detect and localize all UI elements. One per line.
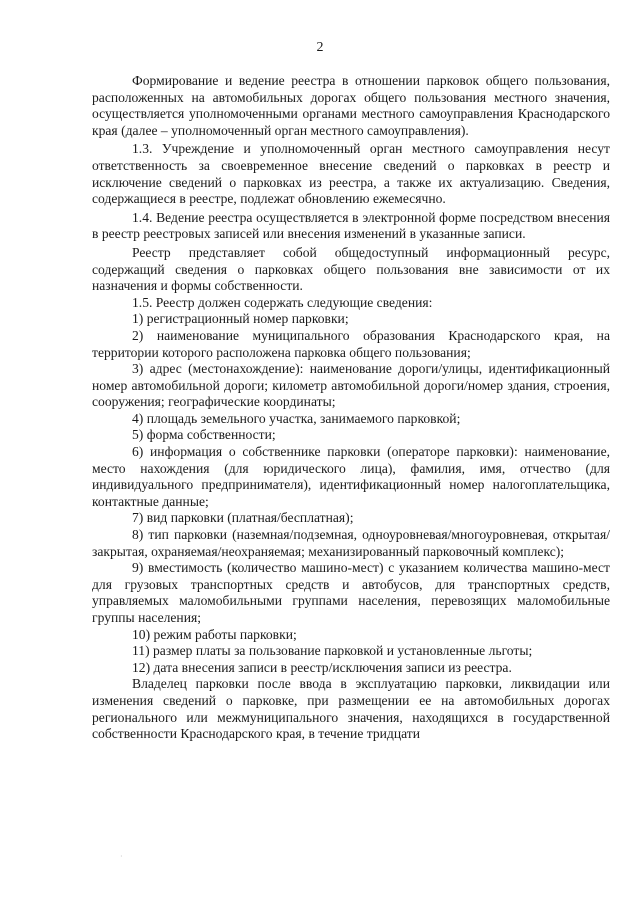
list-item-4: 4) площадь земельного участка, занимаемого парковкой; <box>132 410 461 426</box>
list-item-12: 12) дата внесения записи в реестр/исключения записи из реестра. <box>132 659 512 675</box>
list-item-10: 10) режим работы парковки; <box>132 626 297 642</box>
list-item-3: 3) адрес (местонахождение): наименование дороги/улицы, идентификационный номер автомобильной дороги; километр автомобильной дороги/номер здания, строения, сооружения; географические координаты; <box>92 361 610 410</box>
document-body <box>92 73 610 743</box>
page-number: 2 <box>316 40 324 55</box>
list-item-7: 7) вид парковки (платная/бесплатная); <box>132 510 354 526</box>
list-item-8: 8) тип парковки (наземная/подземная, одноуровневая/многоуровневая, открытая/закрытая, охраняемая/неохраняемая; механизированный парковочный комплекс); <box>92 527 610 559</box>
list-item-9: 9) вместимость (количество машино-мест) с указанием количества машино-мест для грузовых транспортных средств и автобусов, для транспортных средств, управляемых маломобильными группами населения, перевозящих маломобильные группы населения; <box>92 560 610 625</box>
list-item-5: 5) форма собственности; <box>132 427 276 443</box>
paragraph-1-5: 1.5. Реестр должен содержать следующие сведения: <box>132 294 433 310</box>
paragraph-intro: Формирование и ведение реестра в отношении парковок общего пользования, расположенных на автомобильных дорогах общего пользования местного значения, осуществляется уполномоченными органами местного самоуправления Краснодарского края (далее – уполномоченный орган местного самоуправления). <box>92 73 610 138</box>
paragraph-owner-obligation: Владелец парковки после ввода в эксплуатацию парковки, ликвидации или изменения сведений о парковке, при размещении ее на автомобильных дорогах регионального или межмуниципального значения, находящихся в государственной собственности Краснодарского края, в течение тридцати <box>92 676 610 742</box>
paragraph-1-3: 1.3. Учреждение и уполномоченный орган местного самоуправления несут ответственность за своевременное внесение сведений о парковках в реестр и исключение сведений о парковках из реестра, а также их актуализацию. Сведения, содержащиеся в реестре, подлежат обновлению ежемесячно. <box>92 141 610 207</box>
list-item-6: 6) информация о собственнике парковки (операторе парковки): наименование, место нахождения (для юридического лица), фамилия, имя, отчество (для индивидуального предпринимателя), идентификационный номер налогоплательщика, контактные данные; <box>92 444 610 509</box>
list-item-2: 2) наименование муниципального образования Краснодарского края, на территории которого расположена парковка общего пользования; <box>92 327 610 360</box>
list-item-1: 1) регистрационный номер парковки; <box>132 311 349 327</box>
scan-speck: · <box>120 852 123 861</box>
list-item-11: 11) размер платы за пользование парковкой и установленные льготы; <box>132 643 533 659</box>
paragraph-1-4: 1.4. Ведение реестра осуществляется в электронной форме посредством внесения в реестр реестровых записей или внесения изменений в указанные записи. <box>92 209 610 242</box>
paragraph-registry-description: Реестр представляет собой общедоступный информационный ресурс, содержащий сведения о парковках общего пользования вне зависимости от их назначения и формы собственности. <box>92 244 610 294</box>
